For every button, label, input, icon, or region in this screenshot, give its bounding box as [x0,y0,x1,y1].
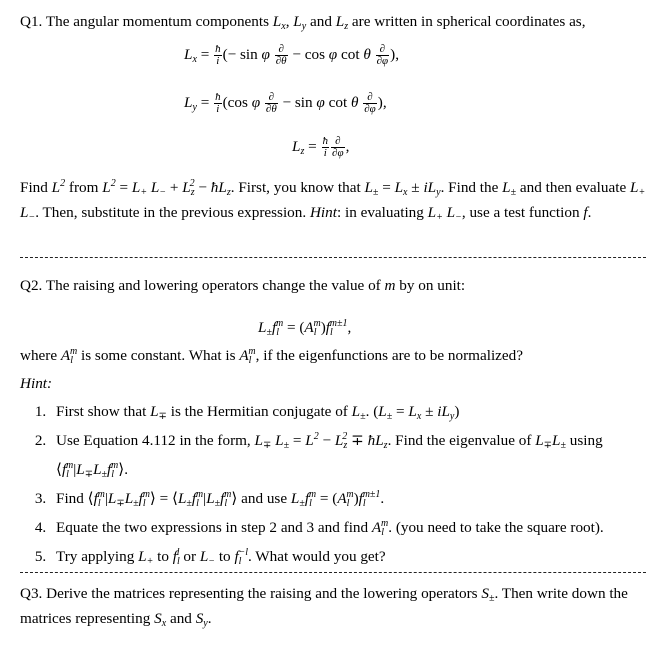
q2-eq: $L_\pm f_l^m = (A_l^m)f_l^{m\pm 1}$, [258,318,352,338]
list-item: 1. First show that $L_\mp$ is the Hermitian conjugate of $L_\pm$. $(L_\pm = L_x \pm iL_y)$ [50,402,656,427]
q1-eq-ly: $L_y$ = $\frac{ħ}{i}$ (cos φ $\frac{\partial}{\partial\theta}$ − sin φ cot θ $\frac{\partial}{\partial\varphi}$ ), [184,91,387,115]
q2-question: where $A_l^m$ is some constant. What is $A_l^m$, if the eigenfunctions are to be normalized? [20,346,523,366]
q1-eq-lx: $L_x$ = $\frac{ħ}{i}$ (− sin φ $\frac{\partial}{\partial\theta}$ − cos φ cot θ $\frac{\partial}{\partial\varphi}$ ), [184,43,399,67]
list-item: 3. Find $⟨f_l^m|L_\mp L_\pm f_l^m⟩$ = $⟨L_\pm f_l^m|L_\pm f_l^m⟩$ and use $L_\pm f_l^m = (A_l^m)f_l^{m\pm 1}$. [50,485,656,514]
q1-intro: Q1. The angular momentum components $L_x$, $L_y$ and $L_z$ are written in spherical coordinates as, [20,13,586,32]
q2-hint-list [26,402,656,572]
separator-2 [20,572,646,573]
q1-eq-lz: $L_z$ = $\frac{ħ}{i}$ $\frac{\partial}{\partial\varphi}$ , [292,135,350,159]
list-item: 4. Equate the two expressions in step 2 and 3 and find $A_l^m$. (you need to take the square root). [50,514,656,543]
q3-text: Q3. Derive the matrices representing the raising and the lowering operators $S_\pm$. Then write down the matrices representing $S_x$ and $S_y$. [20,585,628,629]
list-item: 2. Use Equation 4.112 in the form, $L_\mp$ $L_\pm = L^2 - L_z^2$ ∓ $ħL_z$. Find the eigenvalue of $L_\mp L_\pm$ using $⟨f_l^m|L_\mp L_\pm f_l^m⟩$. [50,427,656,485]
q2-intro: Q2. The raising and lowering operators change the value of m by on unit: [20,277,466,294]
q2-hint-label: Hint: [20,375,53,392]
q1-body: Find $L^2$ from $L^2 = L_+$ $L_- + L_z^2$ − $ħL_z$. First, you know that $L_\pm = L_x \pm iL_y$. Find the $L_\pm$ and then evaluate $L_+$ $L_-$. Then, substitute in the previous expression. Hint: in evaluating $L_+$ $L_-$, use a test function f. [20,178,646,223]
list-item: 5. Try applying $L_+$ to $f_l^l$ or $L_-$ to $f_l^{-l}$. What would you get? [50,543,656,572]
separator-1 [20,257,646,258]
